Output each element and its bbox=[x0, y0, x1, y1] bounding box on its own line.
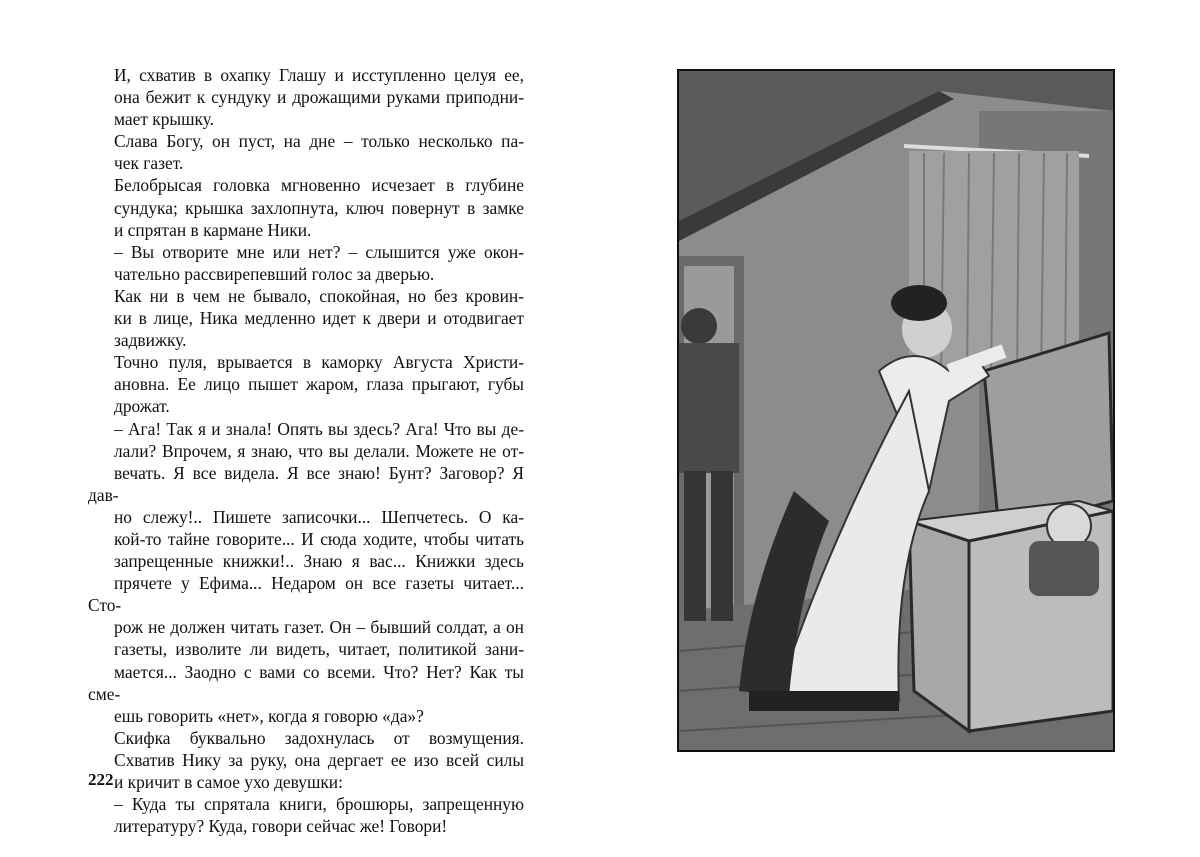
paragraph bbox=[88, 174, 524, 240]
text-line: мает крышку. bbox=[114, 109, 214, 130]
paragraph bbox=[88, 793, 524, 837]
text-line: – Вы отворите мне или нет? – слышится уже окон- bbox=[114, 241, 524, 262]
paragraph bbox=[88, 351, 524, 417]
text-line: литературу? Куда, говори сейчас же! Говори! bbox=[114, 816, 448, 837]
text-line: она бежит к сундуку и дрожащими руками приподни- bbox=[114, 87, 524, 108]
text-column bbox=[88, 64, 524, 837]
text-line: Белобрысая головка мгновенно исчезает в глубине bbox=[114, 175, 524, 196]
paragraph bbox=[88, 130, 524, 174]
text-line: чек газет. bbox=[114, 153, 184, 174]
text-line: вечать. Я все видела. Я все знаю! Бунт? Заговор? Я дав- bbox=[88, 462, 524, 505]
text-line: Скифка буквально задохнулась от возмущения. bbox=[114, 727, 524, 748]
paragraph bbox=[88, 241, 524, 285]
text-line: задвижку. bbox=[114, 330, 187, 351]
text-line: но слежу!.. Пишете записочки... Шепчетесь. О ка- bbox=[114, 506, 524, 527]
text-line: газеты, изволите ли видеть, читает, политикой зани- bbox=[114, 639, 524, 660]
text-line: И, схватив в охапку Глашу и исступленно целуя ее, bbox=[114, 65, 524, 85]
text-line: Точно пуля, врывается в каморку Августа Христи- bbox=[114, 352, 524, 373]
text-line: Схватив Нику за руку, она дергает ее изо всей силы bbox=[114, 749, 524, 770]
illustration bbox=[677, 69, 1115, 752]
text-line: сундука; крышка захлопнута, ключ повернут в замке bbox=[114, 197, 524, 218]
text-line: ешь говорить «нет», когда я говорю «да»? bbox=[114, 705, 424, 726]
text-line: – Ага! Так я и знала! Опять вы здесь? Ага! Что вы де- bbox=[114, 418, 524, 439]
text-line: ки в лице, Ника медленно идет к двери и отодвигает bbox=[114, 308, 524, 329]
text-line: запрещенные книжки!.. Знаю я вас... Книжки здесь bbox=[114, 551, 524, 572]
text-line: и кричит в самое ухо девушки: bbox=[114, 772, 343, 792]
text-line: рож не должен читать газет. Он – бывший солдат, а он bbox=[114, 617, 524, 638]
page-number: 222 bbox=[88, 770, 114, 789]
text-line: дрожат. bbox=[114, 396, 170, 417]
text-line: чательно рассвирепевший голос за дверью. bbox=[114, 263, 435, 284]
paragraph bbox=[88, 418, 524, 727]
paragraph bbox=[88, 64, 524, 130]
illustration-drawing bbox=[679, 71, 1113, 750]
paragraph bbox=[88, 285, 524, 351]
text-line: лали? Впрочем, я знаю, что вы делали. Можете не от- bbox=[114, 440, 524, 461]
text-line: Слава Богу, он пуст, на дне – только несколько па- bbox=[114, 131, 524, 152]
text-line: Как ни в чем не бывало, спокойная, но без кровин- bbox=[114, 285, 524, 306]
text-line: ановна. Ее лицо пышет жаром, глаза прыгают, губы bbox=[114, 374, 524, 395]
text-line: кой-то тайне говорите... И сюда ходите, чтобы читать bbox=[114, 528, 524, 549]
text-line: – Куда ты спрятала книги, брошюры, запрещенную bbox=[114, 794, 524, 815]
text-line: и спрятан в кармане Ники. bbox=[114, 219, 312, 240]
text-line: прячете у Ефима... Недаром он все газеты читает... Сто- bbox=[88, 573, 524, 616]
paragraph bbox=[88, 727, 524, 793]
text-line: мается... Заодно с вами со всеми. Что? Нет? Как ты сме- bbox=[88, 661, 524, 704]
